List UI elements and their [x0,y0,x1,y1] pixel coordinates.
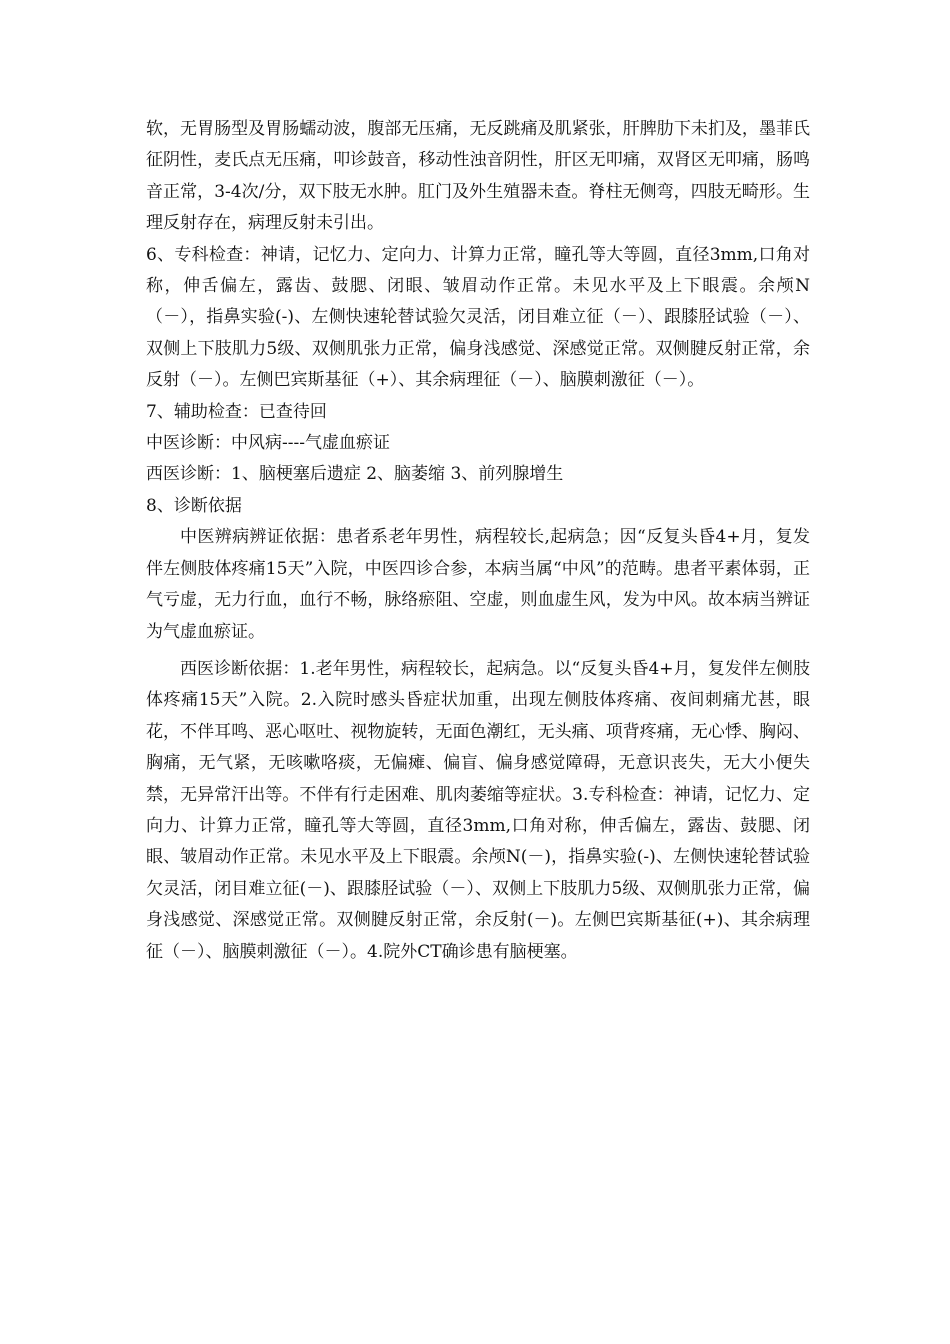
paragraph-tcm-basis: 中医辨病辨证依据：患者系老年男性，病程较长,起病急；因“反复头昏4+月，复发伴左侧肢体疼痛15天”入院，中医四诊合参，本病当属“中风”的范畴。患者平素体弱，正气亏虚，无力行血，血行不畅，脉络瘀阻、空虚，则血虚生风，发为中风。故本病当辨证为气虚血瘀证。 [146,527,810,642]
paragraph-diagnosis-basis-heading: 8、诊断依据 [146,495,242,516]
paragraph-physical-exam-continued: 软，无胃肠型及胃肠蠕动波，腹部无压痛，无反跳痛及肌紧张，肝脾肋下未扪及，墨菲氏征阴性，麦氏点无压痛，叩诊鼓音，移动性浊音阴性，肝区无叩痛，双肾区无叩痛，肠鸣音正常，3-4次/分，双下肢无水肿。肛门及外生殖器未查。脊柱无侧弯，四肢无畸形。生理反射存在，病理反射未引出。 [146,119,810,234]
paragraph-western-basis: 西医诊断依据：1.老年男性，病程较长，起病急。以“反复头昏4+月，复发伴左侧肢体疼痛15天”入院。2.入院时感头昏症状加重，出现左侧肢体疼痛、夜间刺痛尤甚，眼花，不伴耳鸣、恶心呕吐、视物旋转，无面色潮红，无头痛、项背疼痛，无心悸、胸闷、胸痛，无气紧，无咳嗽咯痰，无偏瘫、偏盲、偏身感觉障碍，无意识丧失，无大小便失禁，无异常汗出等。不伴有行走困难、肌肉萎缩等症状。3.专科检查：神请，记忆力、定向力、计算力正常，瞳孔等大等圆，直径3mm,口角对称，伸舌偏左，露齿、鼓腮、闭眼、皱眉动作正常。未见水平及上下眼震。余颅N(－)，指鼻实验(-)、左侧快速轮替试验欠灵活，闭目难立征(－)、跟膝胫试验（－）、双侧上下肢肌力5级、双侧肌张力正常，偏身浅感觉、深感觉正常。双侧腱反射正常，余反射(－)。左侧巴宾斯基征(+)、其余病理征（－）、脑膜刺激征（－）。4.院外CT确诊患有脑梗塞。 [146,658,810,962]
paragraph-specialist-exam: 6、专科检查：神请，记忆力、定向力、计算力正常，瞳孔等大等圆，直径3mm,口角对称，伸舌偏左，露齿、鼓腮、闭眼、皱眉动作正常。未见水平及上下眼震。余颅N（－），指鼻实验(-)、左侧快速轮替试验欠灵活，闭目难立征（－）、跟膝胫试验（－）、双侧上下肢肌力5级、双侧肌张力正常，偏身浅感觉、深感觉正常。双侧腱反射正常，余反射（－）。左侧巴宾斯基征（+）、其余病理征（－）、脑膜刺激征（－）。 [146,244,810,391]
document-page [146,114,810,968]
paragraph-western-diagnosis: 西医诊断：1、脑梗塞后遗症 2、脑萎缩 3、前列腺增生 [146,464,564,485]
paragraph-tcm-diagnosis: 中医诊断：中风病----气虚血瘀证 [146,433,390,454]
paragraph-auxiliary-exam: 7、辅助检查：已查待回 [146,401,327,422]
